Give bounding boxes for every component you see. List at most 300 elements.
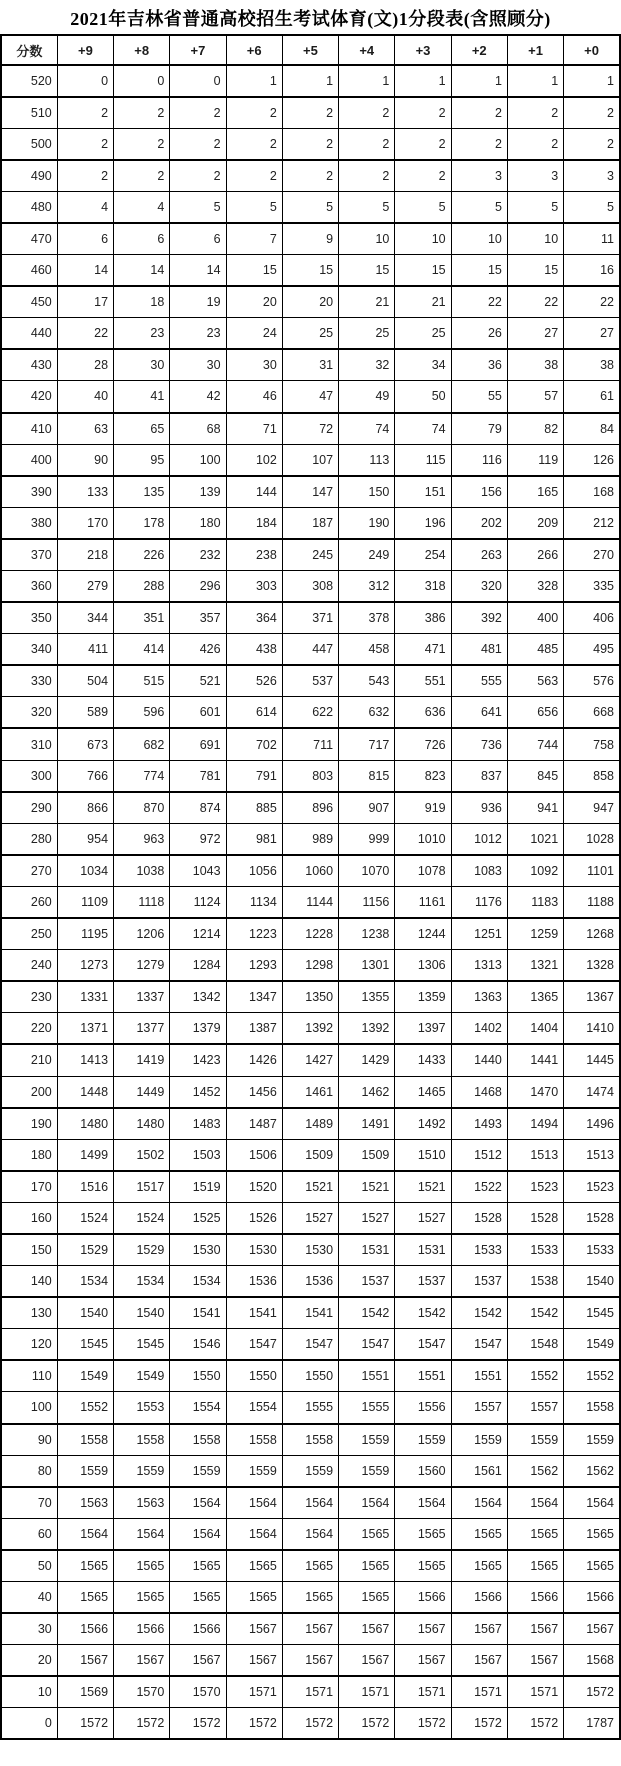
count-cell: 1552 — [57, 1392, 113, 1424]
table-row — [1, 1582, 620, 1614]
count-cell: 1527 — [395, 1202, 451, 1234]
count-cell: 151 — [395, 476, 451, 508]
count-cell: 344 — [57, 602, 113, 634]
count-cell: 2 — [282, 97, 338, 129]
count-cell: 364 — [226, 602, 282, 634]
count-cell: 17 — [57, 286, 113, 318]
count-cell: 1563 — [114, 1487, 170, 1519]
count-cell: 196 — [395, 507, 451, 539]
count-cell: 32 — [339, 349, 395, 381]
count-cell: 1567 — [451, 1613, 507, 1645]
count-cell: 668 — [564, 697, 620, 729]
count-cell: 1527 — [339, 1202, 395, 1234]
count-cell: 20 — [282, 286, 338, 318]
count-cell: 447 — [282, 634, 338, 666]
count-cell: 1567 — [170, 1645, 226, 1677]
table-row — [1, 1171, 620, 1203]
count-cell: 1528 — [564, 1202, 620, 1234]
table-row — [1, 1329, 620, 1361]
count-cell: 1402 — [451, 1013, 507, 1045]
table-row — [1, 97, 620, 129]
count-cell: 1566 — [451, 1582, 507, 1614]
count-cell: 1429 — [339, 1044, 395, 1076]
count-cell: 378 — [339, 602, 395, 634]
count-cell: 815 — [339, 760, 395, 792]
table-row — [1, 697, 620, 729]
count-cell: 1564 — [339, 1487, 395, 1519]
count-cell: 1060 — [282, 855, 338, 887]
count-cell: 1549 — [57, 1360, 113, 1392]
count-cell: 1564 — [170, 1518, 226, 1550]
count-cell: 1223 — [226, 918, 282, 950]
count-cell: 1522 — [451, 1171, 507, 1203]
score-cell: 120 — [1, 1329, 57, 1361]
count-cell: 1571 — [282, 1676, 338, 1708]
count-cell: 1567 — [564, 1613, 620, 1645]
count-cell: 119 — [507, 444, 563, 476]
count-cell: 1572 — [451, 1708, 507, 1740]
count-cell: 4 — [57, 191, 113, 223]
count-cell: 296 — [170, 571, 226, 603]
count-cell: 226 — [114, 539, 170, 571]
count-cell: 999 — [339, 823, 395, 855]
count-cell: 79 — [451, 413, 507, 445]
table-row — [1, 349, 620, 381]
count-cell: 147 — [282, 476, 338, 508]
table-row — [1, 1202, 620, 1234]
count-cell: 1565 — [226, 1550, 282, 1582]
count-cell: 1491 — [339, 1108, 395, 1140]
count-cell: 2 — [57, 128, 113, 160]
count-cell: 74 — [395, 413, 451, 445]
count-cell: 2 — [170, 97, 226, 129]
score-cell: 520 — [1, 65, 57, 97]
count-cell: 31 — [282, 349, 338, 381]
score-cell: 90 — [1, 1424, 57, 1456]
count-cell: 328 — [507, 571, 563, 603]
count-cell: 5 — [170, 191, 226, 223]
table-row — [1, 1613, 620, 1645]
count-cell: 989 — [282, 823, 338, 855]
count-cell: 1433 — [395, 1044, 451, 1076]
count-cell: 0 — [114, 65, 170, 97]
count-cell: 1551 — [339, 1360, 395, 1392]
count-cell: 5 — [451, 191, 507, 223]
score-cell: 330 — [1, 665, 57, 697]
count-cell: 150 — [339, 476, 395, 508]
count-cell: 1536 — [282, 1266, 338, 1298]
count-cell: 49 — [339, 381, 395, 413]
table-row — [1, 760, 620, 792]
count-cell: 1028 — [564, 823, 620, 855]
count-cell: 1321 — [507, 950, 563, 982]
count-cell: 632 — [339, 697, 395, 729]
count-cell: 1550 — [226, 1360, 282, 1392]
table-row — [1, 1013, 620, 1045]
count-cell: 1496 — [564, 1108, 620, 1140]
table-header — [1, 35, 620, 65]
table-row — [1, 1708, 620, 1740]
count-cell: 116 — [451, 444, 507, 476]
table-row — [1, 1550, 620, 1582]
count-cell: 858 — [564, 760, 620, 792]
count-cell: 1564 — [395, 1487, 451, 1519]
count-cell: 5 — [507, 191, 563, 223]
count-cell: 1559 — [395, 1424, 451, 1456]
count-cell: 168 — [564, 476, 620, 508]
count-cell: 1558 — [226, 1424, 282, 1456]
table-row — [1, 286, 620, 318]
count-cell: 20 — [226, 286, 282, 318]
score-cell: 470 — [1, 223, 57, 255]
count-cell: 1371 — [57, 1013, 113, 1045]
count-cell: 1238 — [339, 918, 395, 950]
page-title: 2021年吉林省普通高校招生考试体育(文)1分段表(含照顾分) — [70, 9, 551, 29]
count-cell: 521 — [170, 665, 226, 697]
count-cell: 218 — [57, 539, 113, 571]
count-cell: 2 — [339, 97, 395, 129]
count-cell: 1306 — [395, 950, 451, 982]
count-cell: 1570 — [170, 1676, 226, 1708]
count-cell: 1557 — [507, 1392, 563, 1424]
count-cell: 1572 — [114, 1708, 170, 1740]
score-cell: 440 — [1, 318, 57, 350]
count-cell: 485 — [507, 634, 563, 666]
count-cell: 1448 — [57, 1076, 113, 1108]
count-cell: 1559 — [564, 1424, 620, 1456]
table-row — [1, 1234, 620, 1266]
count-cell: 1554 — [226, 1392, 282, 1424]
count-cell: 65 — [114, 413, 170, 445]
count-cell: 38 — [564, 349, 620, 381]
count-cell: 563 — [507, 665, 563, 697]
count-cell: 107 — [282, 444, 338, 476]
count-cell: 1509 — [339, 1139, 395, 1171]
count-cell: 1470 — [507, 1076, 563, 1108]
count-cell: 1566 — [395, 1582, 451, 1614]
count-cell: 1461 — [282, 1076, 338, 1108]
count-cell: 1347 — [226, 981, 282, 1013]
count-cell: 2 — [339, 128, 395, 160]
count-cell: 589 — [57, 697, 113, 729]
count-cell: 1564 — [114, 1518, 170, 1550]
count-cell: 1494 — [507, 1108, 563, 1140]
table-body — [1, 65, 620, 1739]
count-cell: 1565 — [170, 1550, 226, 1582]
count-cell: 2 — [395, 97, 451, 129]
count-cell: 1566 — [170, 1613, 226, 1645]
count-cell: 691 — [170, 728, 226, 760]
bonus-column-header: +1 — [507, 35, 563, 65]
count-cell: 1124 — [170, 886, 226, 918]
count-cell: 1559 — [339, 1455, 395, 1487]
count-cell: 1355 — [339, 981, 395, 1013]
count-cell: 736 — [451, 728, 507, 760]
score-cell: 370 — [1, 539, 57, 571]
count-cell: 1563 — [57, 1487, 113, 1519]
count-cell: 1547 — [395, 1329, 451, 1361]
count-cell: 1092 — [507, 855, 563, 887]
score-cell: 190 — [1, 1108, 57, 1140]
count-cell: 641 — [451, 697, 507, 729]
count-cell: 1410 — [564, 1013, 620, 1045]
count-cell: 702 — [226, 728, 282, 760]
count-cell: 1523 — [564, 1171, 620, 1203]
table-row — [1, 1645, 620, 1677]
bonus-column-header: +2 — [451, 35, 507, 65]
count-cell: 21 — [395, 286, 451, 318]
score-cell: 500 — [1, 128, 57, 160]
count-cell: 1564 — [57, 1518, 113, 1550]
count-cell: 351 — [114, 602, 170, 634]
table-row — [1, 981, 620, 1013]
count-cell: 1564 — [226, 1487, 282, 1519]
count-cell: 1293 — [226, 950, 282, 982]
count-cell: 71 — [226, 413, 282, 445]
table-row — [1, 160, 620, 192]
count-cell: 1565 — [57, 1582, 113, 1614]
count-cell: 26 — [451, 318, 507, 350]
score-cell: 510 — [1, 97, 57, 129]
count-cell: 392 — [451, 602, 507, 634]
score-cell: 420 — [1, 381, 57, 413]
count-cell: 55 — [451, 381, 507, 413]
count-cell: 2 — [282, 160, 338, 192]
count-cell: 1513 — [507, 1139, 563, 1171]
count-cell: 936 — [451, 792, 507, 824]
count-cell: 1550 — [170, 1360, 226, 1392]
count-cell: 178 — [114, 507, 170, 539]
score-cell: 170 — [1, 1171, 57, 1203]
count-cell: 1056 — [226, 855, 282, 887]
count-cell: 1541 — [170, 1297, 226, 1329]
score-cell: 70 — [1, 1487, 57, 1519]
count-cell: 1567 — [57, 1645, 113, 1677]
count-cell: 19 — [170, 286, 226, 318]
count-cell: 1533 — [451, 1234, 507, 1266]
count-cell: 1565 — [507, 1550, 563, 1582]
count-cell: 320 — [451, 571, 507, 603]
count-cell: 1259 — [507, 918, 563, 950]
count-cell: 622 — [282, 697, 338, 729]
score-cell: 450 — [1, 286, 57, 318]
count-cell: 981 — [226, 823, 282, 855]
count-cell: 266 — [507, 539, 563, 571]
count-cell: 1206 — [114, 918, 170, 950]
count-cell: 1392 — [339, 1013, 395, 1045]
count-cell: 1 — [507, 65, 563, 97]
count-cell: 2 — [282, 128, 338, 160]
count-cell: 1567 — [451, 1645, 507, 1677]
score-cell: 20 — [1, 1645, 57, 1677]
count-cell: 1377 — [114, 1013, 170, 1045]
bonus-column-header: +9 — [57, 35, 113, 65]
count-cell: 357 — [170, 602, 226, 634]
count-cell: 1537 — [339, 1266, 395, 1298]
count-cell: 1566 — [564, 1582, 620, 1614]
count-cell: 1337 — [114, 981, 170, 1013]
count-cell: 165 — [507, 476, 563, 508]
count-cell: 1530 — [282, 1234, 338, 1266]
count-cell: 1541 — [226, 1297, 282, 1329]
header-row — [1, 35, 620, 65]
count-cell: 5 — [282, 191, 338, 223]
count-cell: 1513 — [564, 1139, 620, 1171]
bonus-column-header: +7 — [170, 35, 226, 65]
count-cell: 907 — [339, 792, 395, 824]
count-cell: 1528 — [451, 1202, 507, 1234]
count-cell: 1529 — [114, 1234, 170, 1266]
count-cell: 1541 — [282, 1297, 338, 1329]
table-row — [1, 255, 620, 287]
count-cell: 1365 — [507, 981, 563, 1013]
count-cell: 1559 — [170, 1455, 226, 1487]
count-cell: 1 — [564, 65, 620, 97]
count-cell: 1550 — [282, 1360, 338, 1392]
count-cell: 1043 — [170, 855, 226, 887]
count-cell: 2 — [507, 97, 563, 129]
count-cell: 303 — [226, 571, 282, 603]
count-cell: 1572 — [282, 1708, 338, 1740]
count-cell: 636 — [395, 697, 451, 729]
count-cell: 471 — [395, 634, 451, 666]
count-cell: 1567 — [507, 1613, 563, 1645]
count-cell: 1298 — [282, 950, 338, 982]
count-cell: 1492 — [395, 1108, 451, 1140]
count-cell: 1549 — [564, 1329, 620, 1361]
table-row — [1, 1676, 620, 1708]
count-cell: 845 — [507, 760, 563, 792]
count-cell: 1012 — [451, 823, 507, 855]
count-cell: 113 — [339, 444, 395, 476]
count-cell: 1520 — [226, 1171, 282, 1203]
count-cell: 1423 — [170, 1044, 226, 1076]
count-cell: 2 — [564, 128, 620, 160]
count-cell: 28 — [57, 349, 113, 381]
count-cell: 10 — [507, 223, 563, 255]
count-cell: 1519 — [170, 1171, 226, 1203]
count-cell: 711 — [282, 728, 338, 760]
count-cell: 1565 — [339, 1582, 395, 1614]
count-cell: 1572 — [507, 1708, 563, 1740]
count-cell: 1404 — [507, 1013, 563, 1045]
count-cell: 1565 — [226, 1582, 282, 1614]
table-row — [1, 728, 620, 760]
count-cell: 209 — [507, 507, 563, 539]
count-cell: 866 — [57, 792, 113, 824]
count-cell: 1268 — [564, 918, 620, 950]
count-cell: 656 — [507, 697, 563, 729]
count-cell: 758 — [564, 728, 620, 760]
count-cell: 1565 — [282, 1582, 338, 1614]
score-cell: 220 — [1, 1013, 57, 1045]
count-cell: 1548 — [507, 1329, 563, 1361]
count-cell: 837 — [451, 760, 507, 792]
count-cell: 34 — [395, 349, 451, 381]
count-cell: 1109 — [57, 886, 113, 918]
count-cell: 1545 — [564, 1297, 620, 1329]
count-cell: 1567 — [226, 1613, 282, 1645]
count-cell: 411 — [57, 634, 113, 666]
count-cell: 1538 — [507, 1266, 563, 1298]
count-cell: 1565 — [57, 1550, 113, 1582]
count-cell: 1565 — [114, 1582, 170, 1614]
count-cell: 537 — [282, 665, 338, 697]
count-cell: 1534 — [170, 1266, 226, 1298]
count-cell: 4 — [114, 191, 170, 223]
count-cell: 14 — [170, 255, 226, 287]
count-cell: 74 — [339, 413, 395, 445]
count-cell: 1506 — [226, 1139, 282, 1171]
count-cell: 1188 — [564, 886, 620, 918]
count-cell: 1521 — [395, 1171, 451, 1203]
count-cell: 1010 — [395, 823, 451, 855]
count-cell: 1530 — [226, 1234, 282, 1266]
count-cell: 6 — [57, 223, 113, 255]
count-cell: 543 — [339, 665, 395, 697]
table-row — [1, 223, 620, 255]
score-cell: 40 — [1, 1582, 57, 1614]
count-cell: 249 — [339, 539, 395, 571]
score-cell: 210 — [1, 1044, 57, 1076]
count-cell: 22 — [57, 318, 113, 350]
count-cell: 22 — [564, 286, 620, 318]
count-cell: 1529 — [57, 1234, 113, 1266]
count-cell: 95 — [114, 444, 170, 476]
count-cell: 1565 — [507, 1518, 563, 1550]
count-cell: 1176 — [451, 886, 507, 918]
table-row — [1, 413, 620, 445]
score-cell: 480 — [1, 191, 57, 223]
count-cell: 1572 — [226, 1708, 282, 1740]
count-cell: 526 — [226, 665, 282, 697]
bonus-column-header: +0 — [564, 35, 620, 65]
count-cell: 1426 — [226, 1044, 282, 1076]
count-cell: 25 — [395, 318, 451, 350]
score-cell: 490 — [1, 160, 57, 192]
count-cell: 1559 — [507, 1424, 563, 1456]
table-row — [1, 1487, 620, 1519]
count-cell: 1558 — [170, 1424, 226, 1456]
count-cell: 1301 — [339, 950, 395, 982]
count-cell: 14 — [114, 255, 170, 287]
count-cell: 1569 — [57, 1676, 113, 1708]
count-cell: 1413 — [57, 1044, 113, 1076]
count-cell: 126 — [564, 444, 620, 476]
count-cell: 1284 — [170, 950, 226, 982]
score-column-header: 分数 — [1, 35, 57, 65]
count-cell: 3 — [507, 160, 563, 192]
count-cell: 202 — [451, 507, 507, 539]
score-cell: 30 — [1, 1613, 57, 1645]
count-cell: 1547 — [451, 1329, 507, 1361]
count-cell: 504 — [57, 665, 113, 697]
score-cell: 430 — [1, 349, 57, 381]
count-cell: 1379 — [170, 1013, 226, 1045]
count-cell: 1512 — [451, 1139, 507, 1171]
count-cell: 15 — [282, 255, 338, 287]
count-cell: 386 — [395, 602, 451, 634]
count-cell: 400 — [507, 602, 563, 634]
count-cell: 1342 — [170, 981, 226, 1013]
count-cell: 601 — [170, 697, 226, 729]
count-cell: 1566 — [114, 1613, 170, 1645]
table-row — [1, 1518, 620, 1550]
count-cell: 5 — [395, 191, 451, 223]
count-cell: 254 — [395, 539, 451, 571]
count-cell: 10 — [451, 223, 507, 255]
count-cell: 1566 — [57, 1613, 113, 1645]
